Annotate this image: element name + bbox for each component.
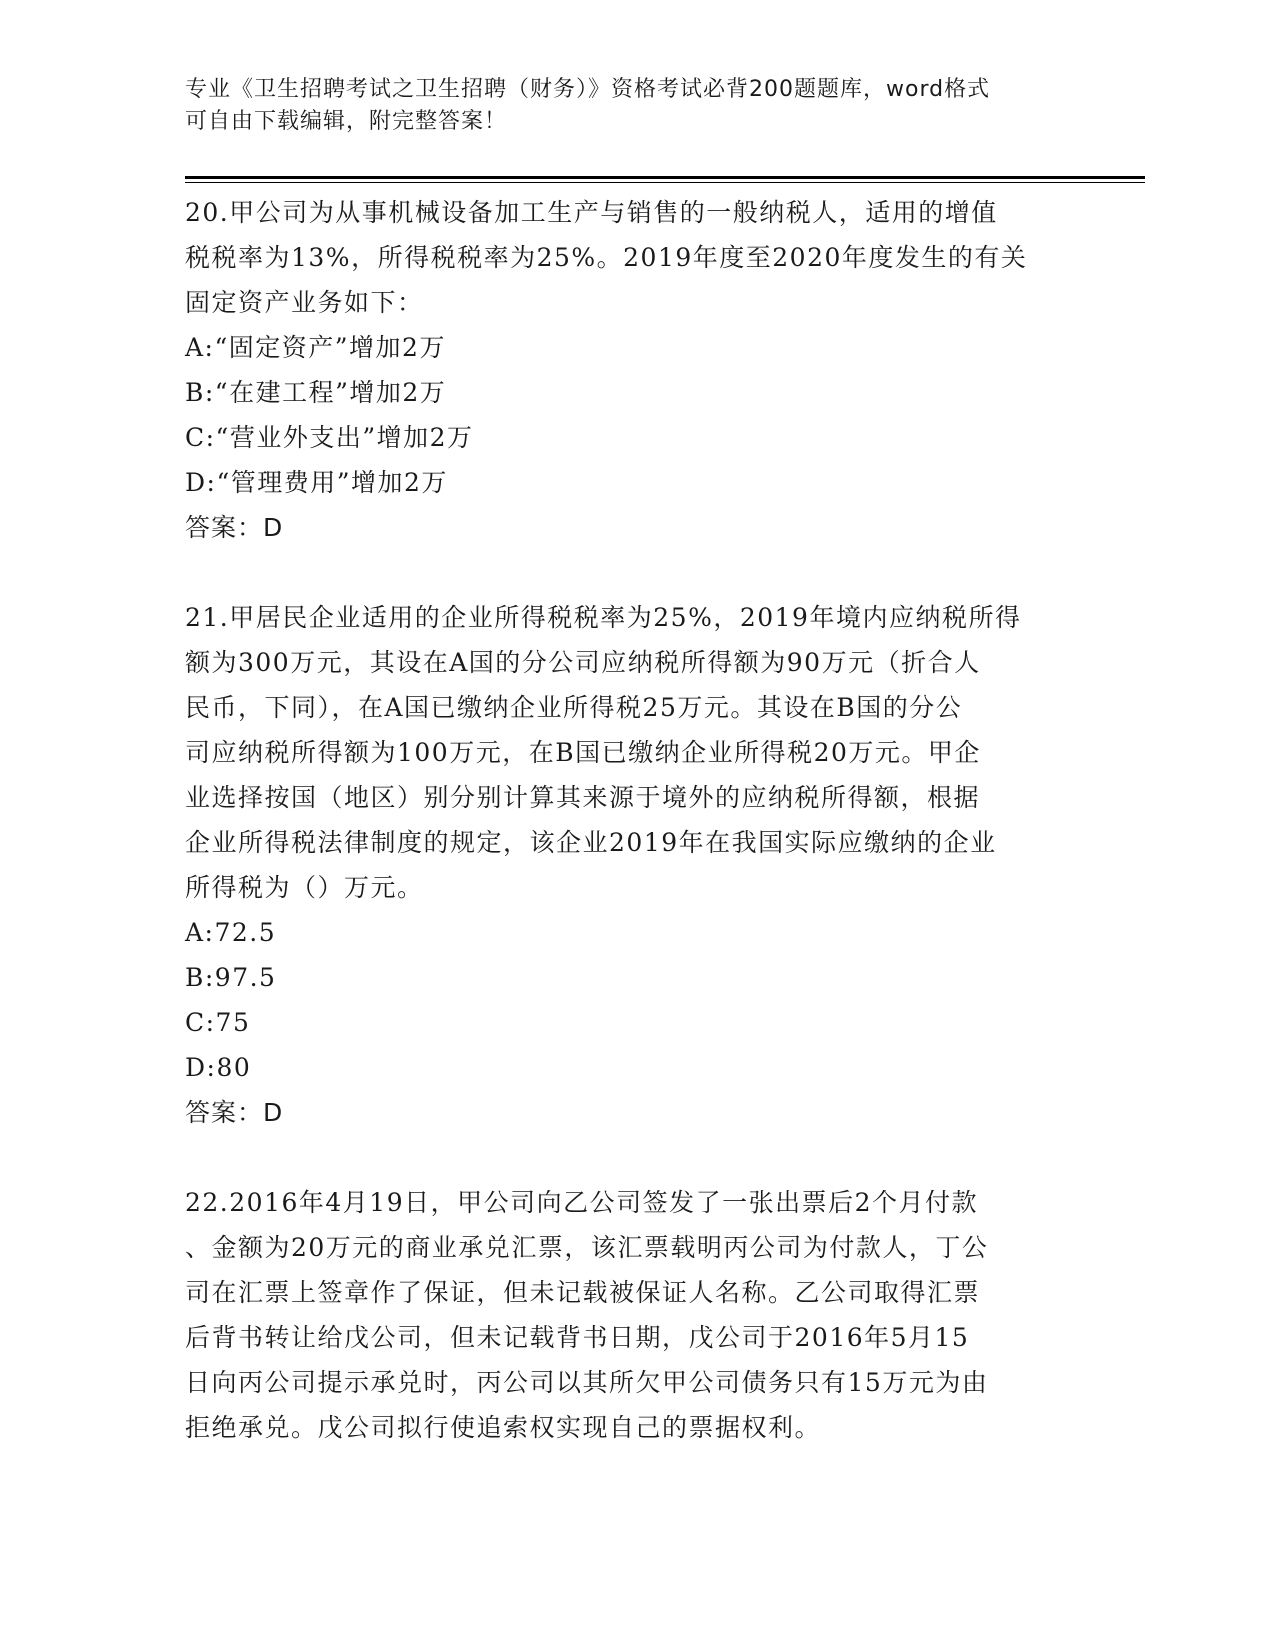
option-b: B:97.5: [185, 963, 277, 992]
stem-line: 民币，下同），在A国已缴纳企业所得税25万元。其设在B国的分公: [185, 693, 963, 722]
stem-line: 固定资产业务如下：: [185, 288, 424, 317]
stem-line: 21.甲居民企业适用的企业所得税税率为25%，2019年境内应纳税所得: [185, 603, 1022, 632]
question-22: [185, 1180, 1065, 1450]
option-a: A:“固定资产”增加2万: [185, 333, 446, 362]
stem-line: 税税率为13%，所得税税率为25%。2019年度至2020年度发生的有关: [185, 243, 1028, 272]
stem-line: 22.2016年4月19日，甲公司向乙公司签发了一张出票后2个月付款: [185, 1188, 979, 1217]
stem-line: 拒绝承兑。戊公司拟行使追索权实现自己的票据权利。: [185, 1413, 822, 1442]
stem-line: 所得税为（）万元。: [185, 873, 424, 902]
option-c: C:75: [185, 1008, 251, 1037]
question-20: [185, 190, 1065, 550]
header-line-2: 可自由下载编辑，附完整答案！: [185, 109, 508, 134]
stem-line: 日向丙公司提示承兑时，丙公司以其所欠甲公司债务只有15万元为由: [185, 1368, 989, 1397]
question-spacer: [185, 550, 1065, 595]
question-list: [185, 190, 1065, 1450]
answer-label: 答案：D: [185, 1098, 284, 1127]
stem-line: 、金额为20万元的商业承兑汇票，该汇票载明丙公司为付款人，丁公: [185, 1233, 989, 1262]
stem-line: 企业所得税法律制度的规定，该企业2019年在我国实际应缴纳的企业: [185, 828, 997, 857]
header-line-1: 专业《卫生招聘考试之卫生招聘（财务）》资格考试必背200题题库，word格式: [185, 77, 991, 102]
stem-line: 额为300万元，其设在A国的分公司应纳税所得额为90万元（折合人: [185, 648, 981, 677]
stem-line: 司应纳税所得额为100万元，在B国已缴纳企业所得税20万元。甲企: [185, 738, 981, 767]
option-b: B:“在建工程”增加2万: [185, 378, 447, 407]
header-divider-thick: [185, 176, 1145, 179]
option-c: C:“营业外支出”增加2万: [185, 423, 474, 452]
question-spacer: [185, 1135, 1065, 1180]
question-stem: [185, 190, 1065, 325]
document-header: [185, 74, 1085, 138]
stem-line: 20.甲公司为从事机械设备加工生产与销售的一般纳税人，适用的增值: [185, 198, 998, 227]
question-21: [185, 595, 1065, 1135]
answer-label: 答案：D: [185, 513, 284, 542]
question-stem: [185, 595, 1065, 910]
header-divider-thin: [185, 182, 1145, 183]
option-a: A:72.5: [185, 918, 277, 947]
option-d: D:“管理费用”增加2万: [185, 468, 448, 497]
stem-line: 业选择按国（地区）别分别计算其来源于境外的应纳税所得额，根据: [185, 783, 981, 812]
stem-line: 后背书转让给戊公司，但未记载背书日期，戊公司于2016年5月15: [185, 1323, 970, 1352]
question-stem: [185, 1180, 1065, 1450]
option-d: D:80: [185, 1053, 252, 1082]
stem-line: 司在汇票上签章作了保证，但未记载被保证人名称。乙公司取得汇票: [185, 1278, 981, 1307]
